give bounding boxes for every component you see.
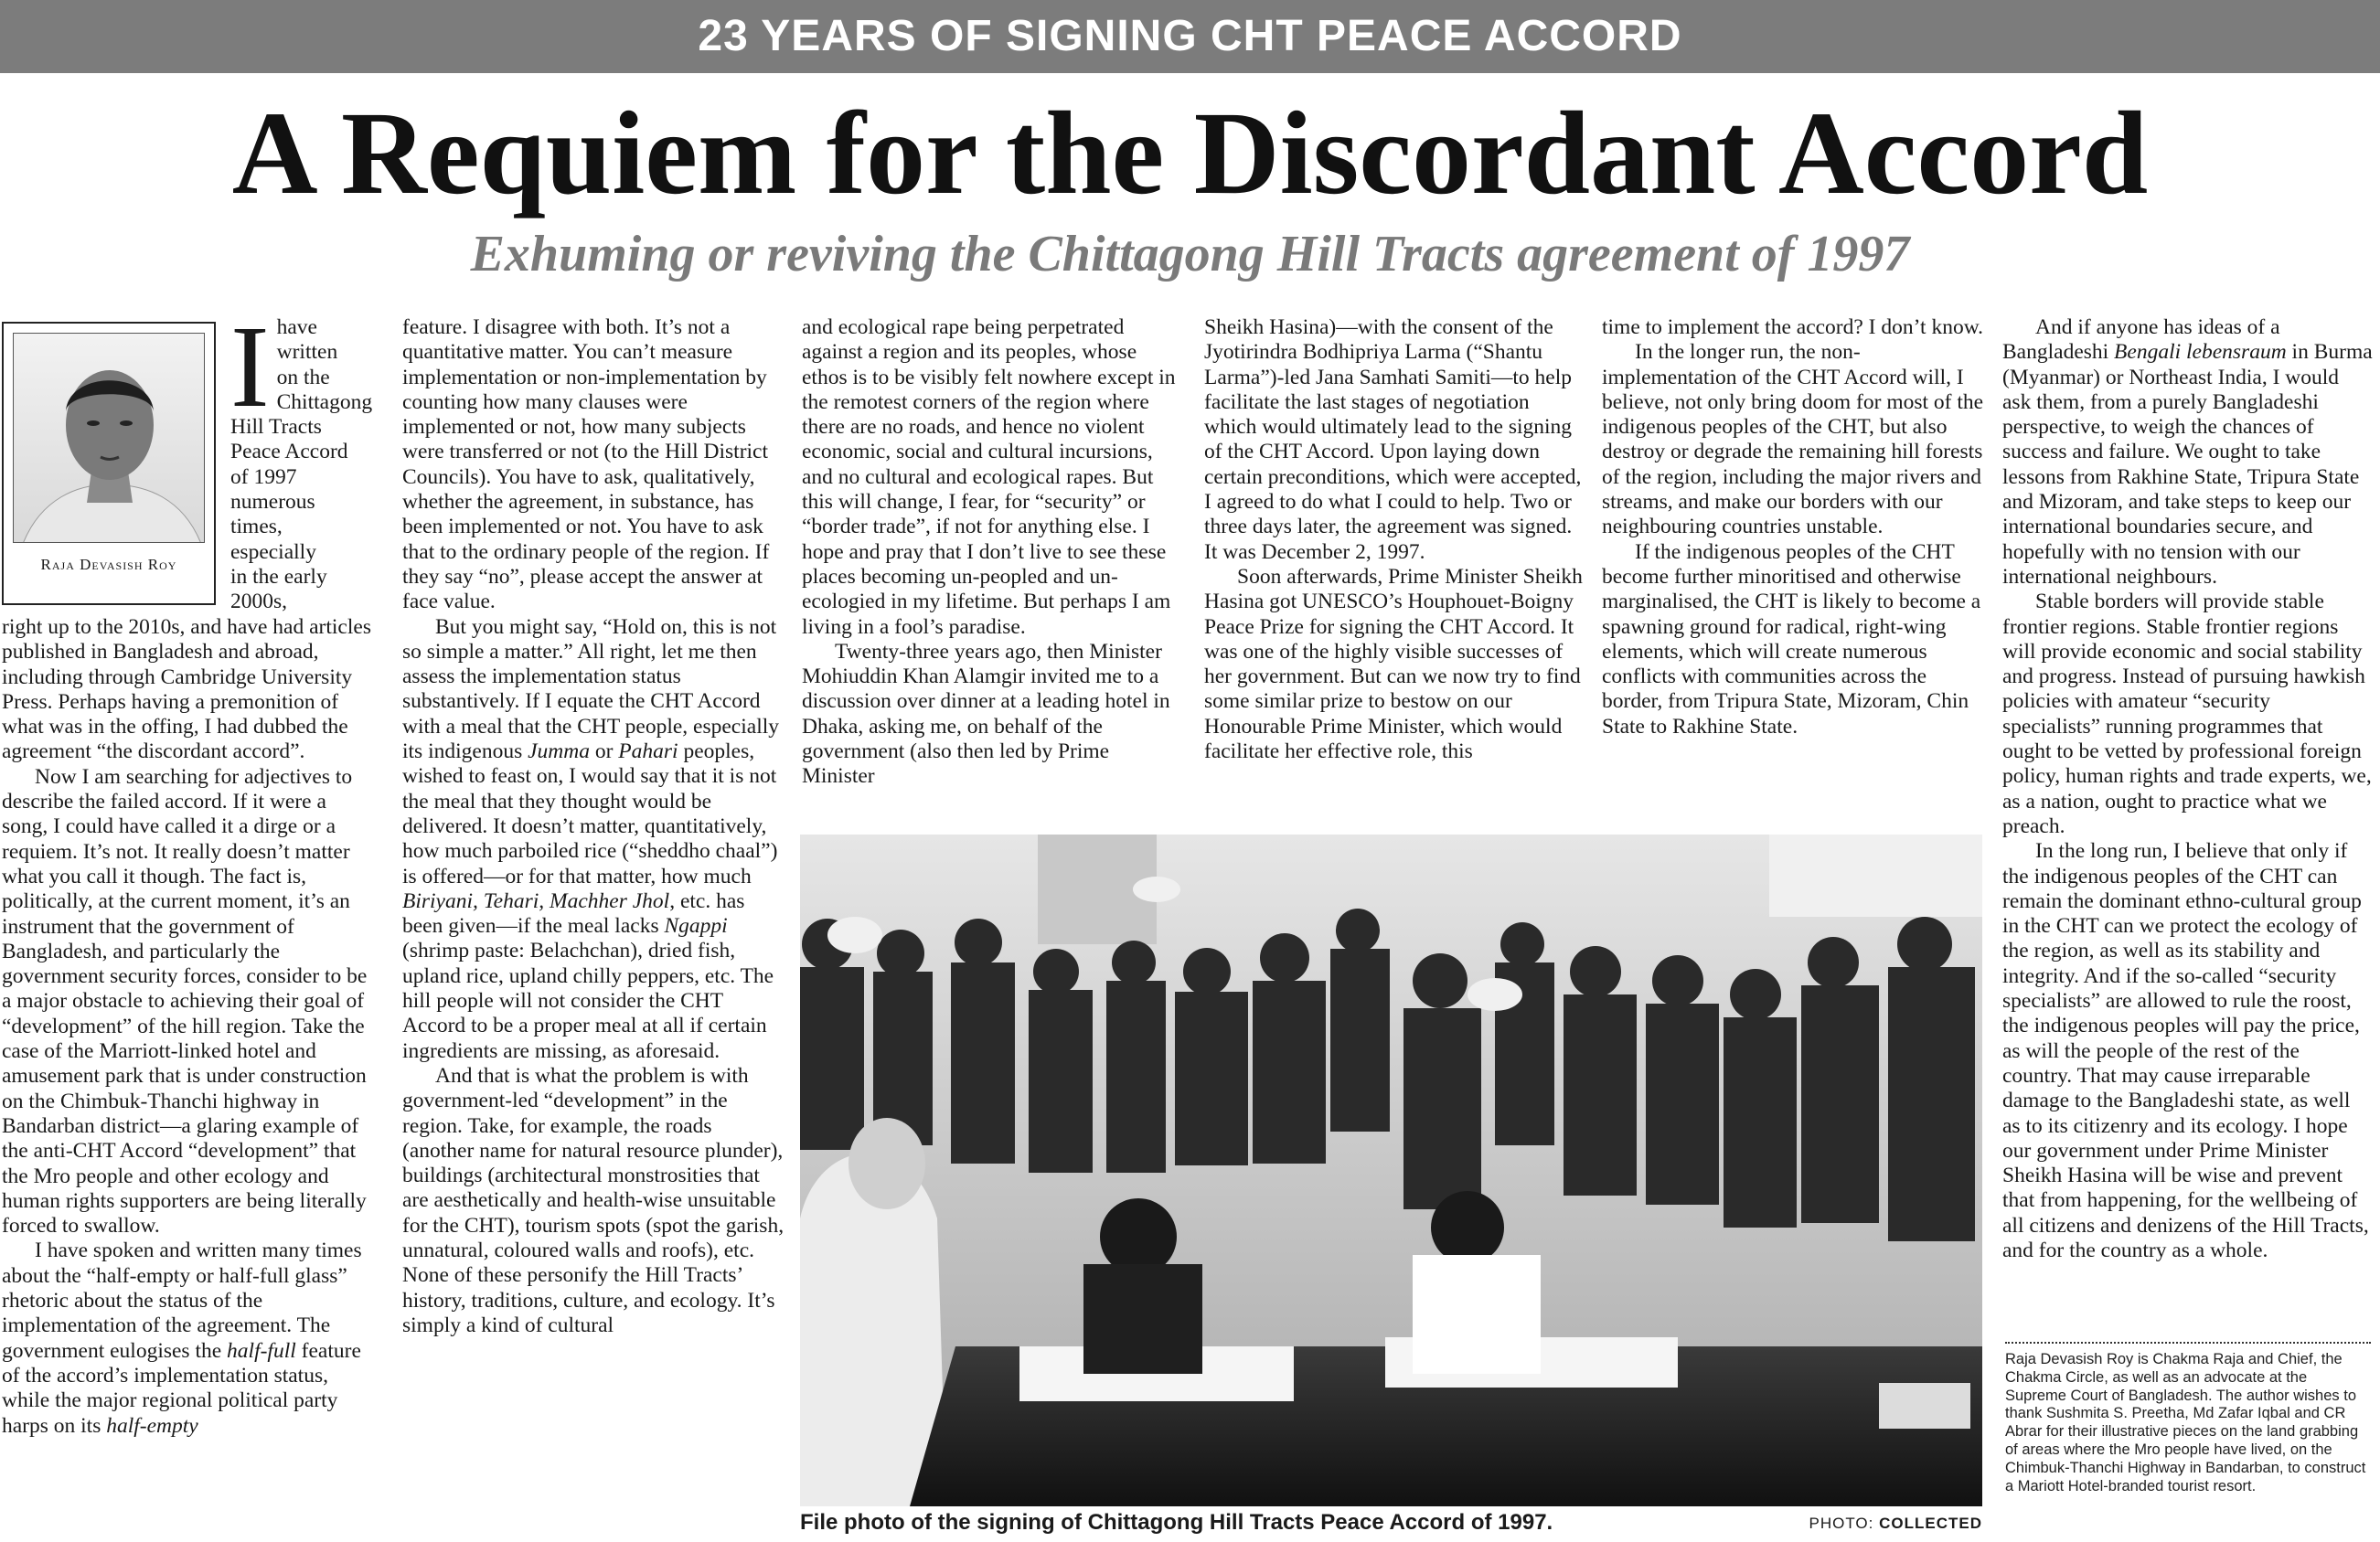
- photo-caption: File photo of the signing of Chittagong Hill Tracts Peace Accord of 1997.: [800, 1510, 1553, 1535]
- lead-line: especially: [230, 539, 316, 564]
- paragraph: feature. I disagree with both. It’s not a quantitative matter. You can’t measure implementation or non-implementation by counting how many clauses were implemented or not, how many subjects were transferred or not (to the Hill District Councils). You have to ask, qualitatively, whether the agreement, in substance, has been implemented or not. You have to ask that to the ordinary people of the region. If they say “no”, please accept the answer at face value.: [402, 315, 770, 614]
- column-3: [802, 315, 1184, 827]
- lead-line: 2000s,: [230, 590, 288, 614]
- lead-line: have: [276, 315, 317, 339]
- paragraph: Now I am searching for adjectives to describe the failed accord. If it were a song, I could have called it a dirge or a requiem. It’s not. It really doesn’t matter what you call it though. The fact is, politically, at the current moment, it’s an instrument that the government of Bangladesh, and particularly the government security forces, consider to be a major obstacle to achieving their goal of “development” of the hill region. Take the case of the Marriott-linked hotel and amusement park that is under construction on the Chimbuk-Thanchi highway in Bandarban district—a glaring example of the anti-CHT Accord “development” that the Mro people and other ecology and human rights supporters are being literally forced to swallow.: [2, 764, 368, 1239]
- drop-cap: I: [230, 315, 270, 431]
- paragraph: But you might say, “Hold on, this is not so simple a matter.” All right, let me then assess the implementation status substantively. If I equate the CHT Accord with a meal that the CHT people, especially its indigenous Jumma or Pahari peoples, wished to feast on, I would say that it is not the meal that they thought would be delivered. It doesn’t matter, quantitatively, how much parboiled rice (“sheddho chaal”) is offered—or for that matter, how much Biriyani, Tehari, Machher Jhol, etc. has been given—if the meal lacks Ngappi (shrimp paste: Belachchan), dried fish, upland rice, upland chilly peppers, etc. The hill people will not consider the CHT Accord to be a proper meal at all if certain ingredients are missing, as aforesaid.: [402, 614, 779, 1063]
- photo-credit: PHOTO: COLLECTED: [1809, 1515, 1982, 1532]
- author-portrait: [13, 333, 205, 543]
- paragraph: In the longer run, the non-implementation of the CHT Accord will, I believe, not only bring doom for most of the indigenous peoples of the CHT, but also destroy or degrade the remaining hill forests of the region, including the major rivers and streams, and make our borders with our neighbouring countries unstable.: [1602, 340, 1984, 539]
- paragraph: And that is what the problem is with government-led “development” in the region. Take, for example, the roads (another name for natural resource plunder), buildings (architectural monstrosities that are aesthetically and health-wise unsuitable for the CHT), tourism spots (spot the garish, unnatural, coloured walls and roofs), etc. None of these personify the Hill Tracts’ history, traditions, culture, and ecology. It’s simply a kind of cultural: [402, 1063, 784, 1337]
- paragraph: and ecological rape being perpetrated against a region and its peoples, whose ethos is to be visibly felt nowhere except in the remotest corners of the region where there are no roads, and hence no violent economic, social and cultural incursions, and no cultural and ecological rapes. But this will change, I fear, for “security” or “border trade”, if not for anything else. I hope and pray that I don’t live to see these places becoming un-peopled and un-ecologied in my lifetime. But perhaps I am living in a fool’s paradise.: [802, 315, 1176, 639]
- lead-line: Peace Accord: [230, 440, 348, 464]
- headline: A Requiem for the Discordant Accord: [231, 88, 2149, 219]
- section-banner: 23 YEARS OF SIGNING CHT PEACE ACCORD: [0, 0, 2380, 73]
- lead-line: times,: [230, 515, 283, 539]
- column-5: [1602, 315, 1984, 827]
- paragraph: In the long run, I believe that only if the indigenous peoples of the CHT can remain the dominant ethno-cultural group in the CHT can we protect the ecology of the region, as well as its stability and integrity. And if the so-called “security specialists” are allowed to rule the roost, the indigenous peoples will pay the price, as will the people of the rest of the country. That may cause irreparable damage to the Bangladeshi state, as well as to its citizenry and its ecology. I hope our government under Prime Minister Sheikh Hasina will be wise and prevent that from happening, for the wellbeing of all citizens and denizens of the Hill Tracts, and for the country as a whole.: [2002, 839, 2369, 1262]
- paragraph: If the indigenous peoples of the CHT become further minoritised and otherwise marginalised, the CHT is likely to become a spawning ground for radical, right-wing elements, which will create numerous conflicts with communities across the border, from Tripura State, Mizoram, Chin State to Rakhine State.: [1602, 539, 1981, 739]
- paragraph: I have spoken and written many times about the “half-empty or half-full glass” rhetoric about the status of the implementation of the agreement. The government eulogises the half-full feature of the accord’s implementation status, while the major regional political party harps on its half-empty: [2, 1239, 362, 1438]
- author-name: Raja Devasish Roy: [40, 556, 177, 573]
- column-1: [2, 615, 377, 1540]
- lead-line: numerous: [230, 490, 315, 515]
- author-bio: Raja Devasish Roy is Chakma Raja and Chief, the Chakma Circle, as well as an advocate at the Supreme Court of Bangladesh. The author wishes to thank Sushmita S. Preetha, Md Zafar Iqbal and CR Abrar for their illustrative pieces on the land grabbing of areas where the Mro people have lived, on the Chimbuk-Thanchi Highway in Bandarban, to construct a Mariott Hotel-branded tourist resort.: [2005, 1342, 2371, 1495]
- author-box: [2, 322, 216, 605]
- lead-line: Chittagong: [276, 389, 373, 414]
- column-6: [2002, 315, 2373, 1337]
- paragraph: time to implement the accord? I don’t know.: [1602, 315, 1984, 339]
- column-2: [402, 315, 784, 1540]
- paragraph: right up to the 2010s, and have had articles published in Bangladesh and abroad, including through Cambridge University Press. Perhaps having a premonition of what was in the offing, I had dubbed the agreement “the discordant accord”.: [2, 615, 371, 764]
- paragraph: Sheikh Hasina)—with the consent of the Jyotirindra Bodhipriya Larma (“Shantu Larma”)-led Jana Samhati Samiti—to help facilitate the last stages of negotiation which would ultimately lead to the signing of the CHT Accord. Upon laying down certain preconditions, which were accepted, I agreed to do what I could to help. Two or three days later, the agreement was signed. It was December 2, 1997.: [1204, 315, 1582, 564]
- paragraph: Stable borders will provide stable frontier regions. Stable frontier regions will provide economic and social stability and progress. Instead of pursuing hawkish policies with amateur “security specialists” running programmes that ought to be vetted by professional foreign policy, human rights and trade experts, we, as a nation, ought to practice what we preach.: [2002, 590, 2372, 838]
- lead-line: in the early: [230, 564, 327, 589]
- paragraph: Soon afterwards, Prime Minister Sheikh Hasina got UNESCO’s Houphouet-Boigny Peace Prize for signing the CHT Accord. It was one of the highly visible successes of her government. But can we now try to find some similar prize to bestow on our Honourable Prime Minister, which would facilitate her effective role, this: [1204, 564, 1583, 764]
- lead-line: of 1997: [230, 464, 297, 489]
- column-4: [1204, 315, 1586, 827]
- paragraph: Twenty-three years ago, then Minister Mohiuddin Khan Alamgir invited me to a discussion over dinner at a leading hotel in Dhaka, asking me, on behalf of the government (also then led by Prime Minister: [802, 639, 1170, 789]
- lead-line: on the: [276, 365, 330, 389]
- lead-line: written: [276, 340, 338, 365]
- column-1-lead: [230, 315, 386, 617]
- signing-photo: [800, 835, 1982, 1506]
- lead-line: Hill Tracts: [230, 415, 322, 440]
- subheadline: Exhuming or reviving the Chittagong Hill Tracts agreement of 1997: [470, 226, 1910, 282]
- paragraph: And if anyone has ideas of a Bangladeshi Bengali lebensraum in Burma (Myanmar) or Northeast India, I would ask them, from a purely Bangladeshi perspective, to weigh the chances of success and failure. We ought to take lessons from Rakhine State, Tripura State and Mizoram, and take steps to keep our international boundaries secure, and hopefully with no tension with our international neighbours.: [2002, 315, 2373, 589]
